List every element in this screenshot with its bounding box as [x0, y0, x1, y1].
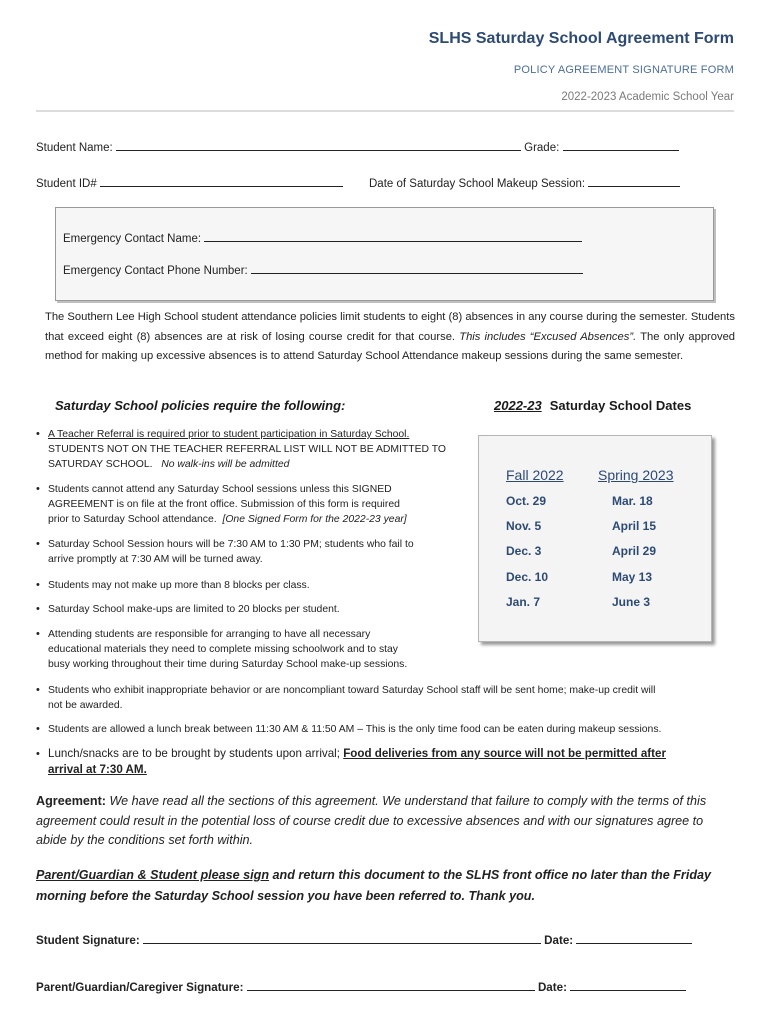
- spring-date: Mar. 18: [612, 494, 653, 508]
- attendance-policy-paragraph: The Southern Lee High School student attendance policies limit students to eight (8) absences in any course during the semester. Students that exceed eight (8) absences are at risk of losing course credit for that course. This includes “Excused Absences”. The only approved method for making up excessive absences is to attend Saturday School Attendance makeup sessions during the same semester.: [45, 311, 736, 362]
- emergency-name-label: Emergency Contact Name:: [63, 233, 202, 245]
- student-signature-blank[interactable]: [143, 932, 541, 944]
- makeup-date-blank[interactable]: [588, 175, 680, 187]
- fall-date: Jan. 7: [506, 595, 541, 609]
- fall-date: Oct. 29: [506, 494, 547, 508]
- list-item: • Lunch/snacks are to be brought by students upon arrival; Food deliveries from any source will not be permitted after arrival at 7:30 AM.: [34, 746, 748, 778]
- excused-absences-note: This includes “Excused Absences”.: [459, 330, 637, 343]
- spring-2023-heading: Spring 2023: [598, 467, 674, 483]
- emergency-name-blank[interactable]: [204, 230, 582, 242]
- makeup-date-row: [369, 175, 680, 190]
- spring-date: June 3: [612, 595, 651, 609]
- header-divider: [36, 110, 734, 112]
- student-signature-row: [36, 932, 692, 947]
- spring-date: April 15: [612, 519, 657, 533]
- list-item: • Saturday School Session hours will be 7:30 AM to 1:30 PM; students who fail to arrive promptly at 7:30 AM will be turned away.: [34, 537, 478, 567]
- student-name-label: Student Name:: [36, 142, 113, 154]
- student-signature-label: Student Signature:: [36, 934, 140, 947]
- parent-signature-label: Parent/Guardian/Caregiver Signature:: [36, 981, 244, 994]
- fall-2022-heading: Fall 2022: [506, 467, 564, 483]
- emergency-phone-row: [63, 262, 583, 277]
- spring-date: May 13: [612, 570, 653, 584]
- form-title: SLHS Saturday School Agreement Form: [428, 30, 734, 47]
- return-instructions: Parent/Guardian & Student please sign and return this document to the SLHS front office no later than the Friday morning before the Saturday School session you have been referred to. Thank you.: [36, 868, 712, 903]
- academic-year: 2022-2023 Academic School Year: [561, 91, 734, 103]
- list-item: • Students cannot attend any Saturday School sessions unless this SIGNED AGREEMENT is on file at the front office. Submission of this form is required prior to Saturday School attendance. [One Signed Form for the 2022-23 year]: [34, 482, 478, 527]
- student-date-blank[interactable]: [576, 932, 692, 944]
- parent-date-label: Date:: [537, 981, 567, 994]
- emergency-phone-label: Emergency Contact Phone Number:: [63, 265, 248, 277]
- parent-signature-blank[interactable]: [247, 979, 535, 991]
- grade-label: Grade:: [524, 142, 560, 154]
- parent-date-blank[interactable]: [570, 979, 686, 991]
- list-item: • Attending students are responsible for arranging to have all necessary educational materials they need to complete missing schoolwork and to stay busy working throughout their time during Saturday School make-up sessions.: [34, 627, 478, 672]
- parent-signature-row: [36, 979, 686, 994]
- student-id-blank[interactable]: [100, 175, 343, 187]
- list-item: • A Teacher Referral is required prior to student participation in Saturday School. STUDENTS NOT ON THE TEACHER REFERRAL LIST WILL NOT BE ADMITTED TO SATURDAY SCHOOL. No walk-ins will be admitted: [34, 427, 478, 472]
- agreement-label: Agreement:: [36, 794, 106, 808]
- student-id-label: Student ID#: [36, 178, 97, 190]
- fall-date: Nov. 5: [506, 519, 542, 533]
- policies-heading: Saturday School policies require the following:: [55, 398, 346, 413]
- fall-date: Dec. 3: [506, 544, 542, 558]
- emergency-contact-box: [55, 207, 714, 301]
- spring-date: April 29: [612, 544, 657, 558]
- student-id-row: [36, 175, 343, 190]
- grade-blank[interactable]: [563, 139, 679, 151]
- makeup-date-label: Date of Saturday School Makeup Session:: [369, 178, 586, 190]
- list-item: • Saturday School make-ups are limited to 20 blocks per student.: [34, 602, 478, 617]
- dates-heading: 2022-23 Saturday School Dates: [494, 398, 692, 413]
- student-date-label: Date:: [544, 934, 574, 947]
- list-item: • Students who exhibit inappropriate behavior or are noncompliant toward Saturday School staff will be sent home; make-up credit will not be awarded.: [34, 683, 748, 713]
- agreement-paragraph: Agreement: We have read all the sections of this agreement. We understand that failure to comply with the terms of this agreement could result in the potential loss of course credit due to excessive absences and with our signatures agree to abide by the conditions set forth within.: [36, 794, 707, 847]
- list-item: • Students may not make up more than 8 blocks per class.: [34, 578, 478, 593]
- list-item: • Students are allowed a lunch break between 11:30 AM & 11:50 AM – This is the only time food can be eaten during makeup sessions.: [34, 722, 748, 737]
- student-name-row: [36, 139, 679, 154]
- student-name-blank[interactable]: [116, 139, 521, 151]
- fall-date: Dec. 10: [506, 570, 549, 584]
- emergency-name-row: [63, 230, 582, 245]
- emergency-phone-blank[interactable]: [251, 262, 583, 274]
- form-subtitle: POLICY AGREEMENT SIGNATURE FORM: [513, 64, 734, 76]
